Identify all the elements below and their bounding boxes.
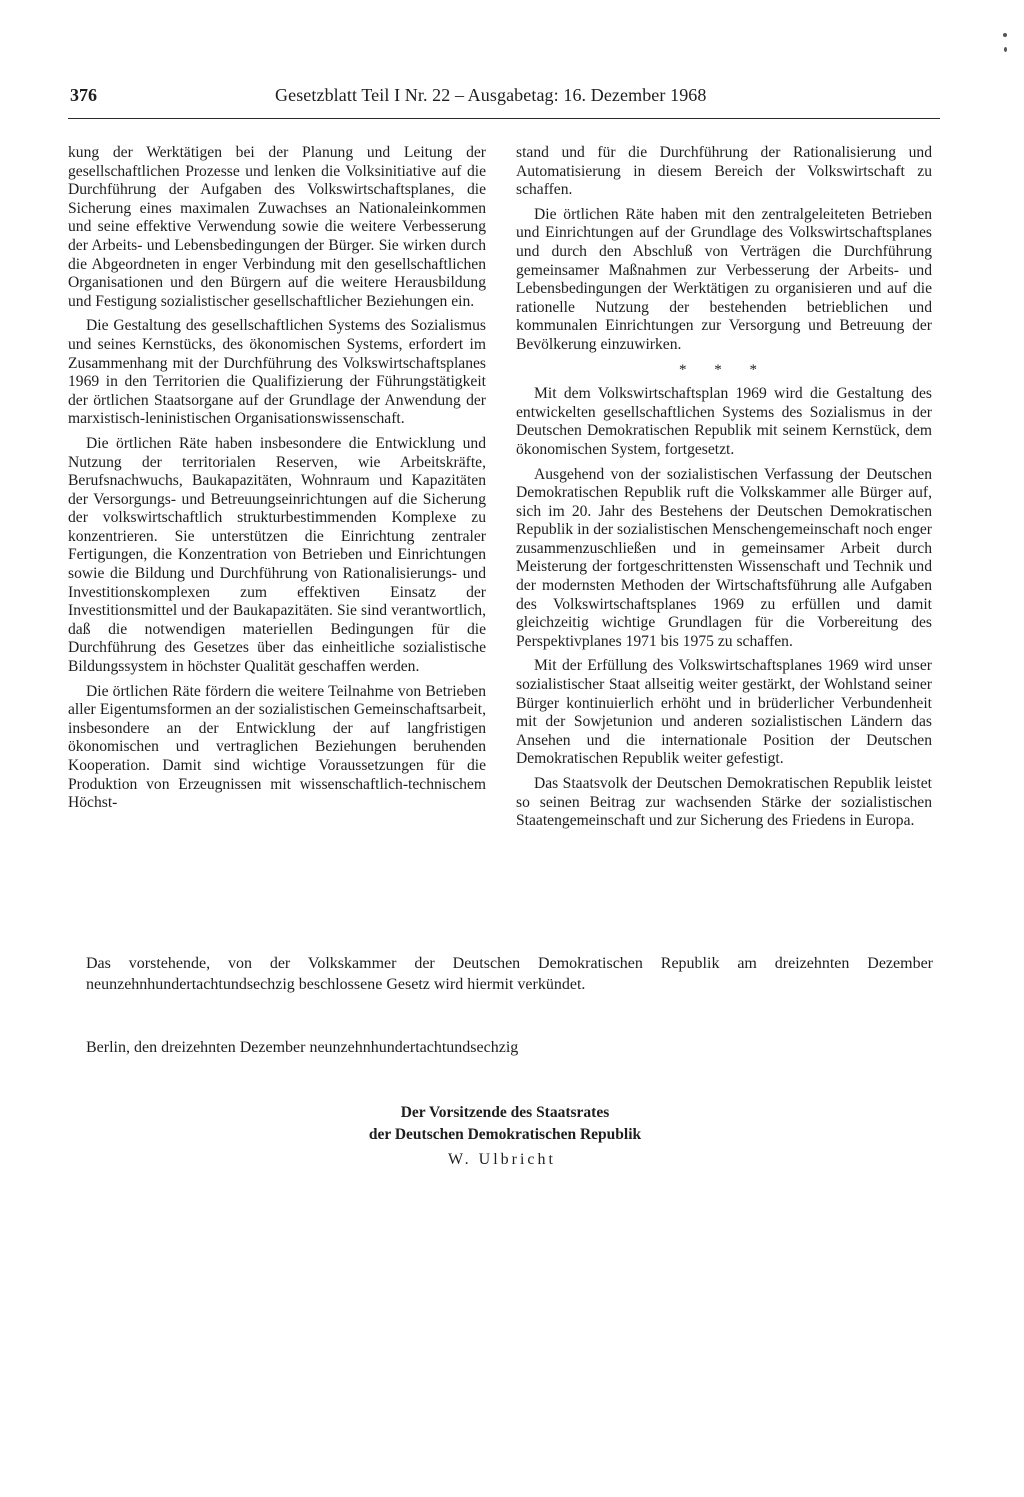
- signature-title-line1: Der Vorsitzende des Staatsrates: [400, 1104, 610, 1121]
- signature-title-line2: der Deutschen Demokratischen Republik: [368, 1125, 642, 1143]
- section-separator: * * *: [679, 361, 769, 378]
- paragraph: stand und für die Durchführung der Rationalisierung und Automatisierung in diesem Bereich der Volkswirtschaft zu schaffen.: [516, 144, 932, 199]
- paragraph: Die örtlichen Räte haben insbesondere die Entwicklung und Nutzung der territorialen Reserven, wie Arbeitskräfte, Berufsnachwuchs, Baukapazitäten, Wohnraum und Kapazitäten der Versorgungs- und Betreuungseinrichtungen auf die Sicherung der volkswirtschaftlich strukturbestimmenden Komplexe zu konzentrieren. Sie unterstützen die Einrichtung zentraler Fertigungen, die Konzentration von Betrieben und Einrichtungen sowie die Bildung und Durchführung von Rationalisierungs- und Investitionskomplexen zum effektiven Einsatz der Investitionsmittel und der Baukapazitäten. Sie sind verantwortlich, daß die notwendigen materiellen Bedingungen für die Durchführung des Gesetzes über das einheitliche sozialistische Bildungssystem in höchster Qualität geschaffen werden.: [68, 434, 486, 676]
- right-column: [516, 144, 932, 837]
- paragraph: Ausgehend von der sozialistischen Verfassung der Deutschen Demokratischen Republik ruft die Volkskammer alle Bürger auf, sich im 20. Jahr des Bestehens der Deutschen Demokratischen Republik in der sozialistischen Menschengemeinschaft noch enger zusammenzuschließen und in gemeinsamer Arbeit durch Meisterung der fortgeschrittensten Wissenschaft und Technik und der modernsten Methoden der Wirtschaftsführung alle Aufgaben des Volkswirtschaftsplanes 1969 zu erfüllen und damit gleichzeitig wichtige Grundlagen für die Vorbereitung des Perspektivplanes 1971 bis 1975 zu schaffen.: [516, 465, 932, 650]
- paragraph: Mit dem Volkswirtschaftsplan 1969 wird die Gestaltung des entwickelten gesellschaftlichen Systems des Sozialismus in der Deutschen Demokratischen Republik mit seinem Kernstück, dem ökonomischen System, fortgesetzt.: [516, 385, 932, 458]
- scan-speck: [1003, 33, 1007, 37]
- scan-speck: [1004, 47, 1007, 52]
- page-number: 376: [70, 85, 97, 105]
- promulgation-text: Das vorstehende, von der Volkskammer der Deutschen Demokratischen Republik am dreizehnten Dezember neunzehnhundertachtundsechzig beschlossene Gesetz wird hiermit verkündet.: [86, 955, 933, 993]
- signatory-name: W. Ulbricht: [448, 1151, 556, 1168]
- signature-block: [300, 1102, 710, 1171]
- paragraph: kung der Werktätigen bei der Planung und Leitung der gesellschaftlichen Prozesse und lenken die Volksinitiative auf die Durchführung der Aufgaben des Volkswirtschaftsplanes, die Sicherung eines maximalen Zuwachses an Nationaleinkommen und seine effektive Verwendung sowie die weitere Verbesserung der Arbeits- und Lebensbedingungen der Bürger. Sie wirken durch die Abgeordneten in enger Verbindung mit den gesellschaftlichen Organisationen und den Bürgern auf die weitere Herausbildung und Festigung sozialistischer gesellschaftlicher Beziehungen ein.: [68, 144, 486, 310]
- place-date: Berlin, den dreizehnten Dezember neunzehnhundertachtundsechzig: [86, 1039, 519, 1056]
- paragraph: Mit der Erfüllung des Volkswirtschaftsplanes 1969 wird unser sozialistischer Staat allseitig weiter gestärkt, der Wohlstand seiner Bürger kontinuierlich erhöht und in brüderlicher Verbundenheit mit der Sowjetunion und anderen sozialistischen Ländern das Ansehen und die internationale Position der Deutschen Demokratischen Republik weiter gefestigt.: [516, 657, 932, 768]
- paragraph: Das Staatsvolk der Deutschen Demokratischen Republik leistet so seinen Beitrag zur wachsenden Stärke der sozialistischen Staatengemeinschaft und zur Sicherung des Friedens in Europa.: [516, 775, 932, 830]
- page-header: [70, 86, 775, 104]
- running-head: Gesetzblatt Teil I Nr. 22 – Ausgabetag: 16. Dezember 1968: [275, 85, 707, 105]
- left-column: [68, 144, 486, 819]
- paragraph: Die örtlichen Räte fördern die weitere Teilnahme von Betrieben aller Eigentumsformen an der sozialistischen Gemeinschaftsarbeit, insbesondere an der Entwicklung der auf langfristigen ökonomischen und vertraglichen Beziehungen beruhenden Kooperation. Damit sind wichtige Voraussetzungen für die Produktion von Erzeugnissen mit wissenschaftlich-technischem Höchst-: [68, 682, 486, 812]
- header-rule: [68, 118, 940, 119]
- paragraph: Die Gestaltung des gesellschaftlichen Systems des Sozialismus und seines Kernstücks, des ökonomischen Systems, erfordert im Zusammenhang mit der Durchführung des Volkswirtschaftsplanes 1969 in den Territorien die Qualifizierung der Führungstätigkeit der örtlichen Staatsorgane auf der Grundlage der Anwendung der marxistisch-leninistischen Organisationswissenschaft.: [68, 317, 486, 428]
- paragraph: Die örtlichen Räte haben mit den zentralgeleiteten Betrieben und Einrichtungen auf der Grundlage des Volkswirtschaftsplanes und durch den Abschluß von Verträgen die Durchführung gemeinsamer Maßnahmen zur Verbesserung der Arbeits- und Lebensbedingungen der Werktätigen zu organisieren und auf die rationelle Nutzung der bestehenden betrieblichen und kommunalen Einrichtungen zur Versorgung und Betreuung der Bevölkerung einzuwirken.: [516, 205, 932, 353]
